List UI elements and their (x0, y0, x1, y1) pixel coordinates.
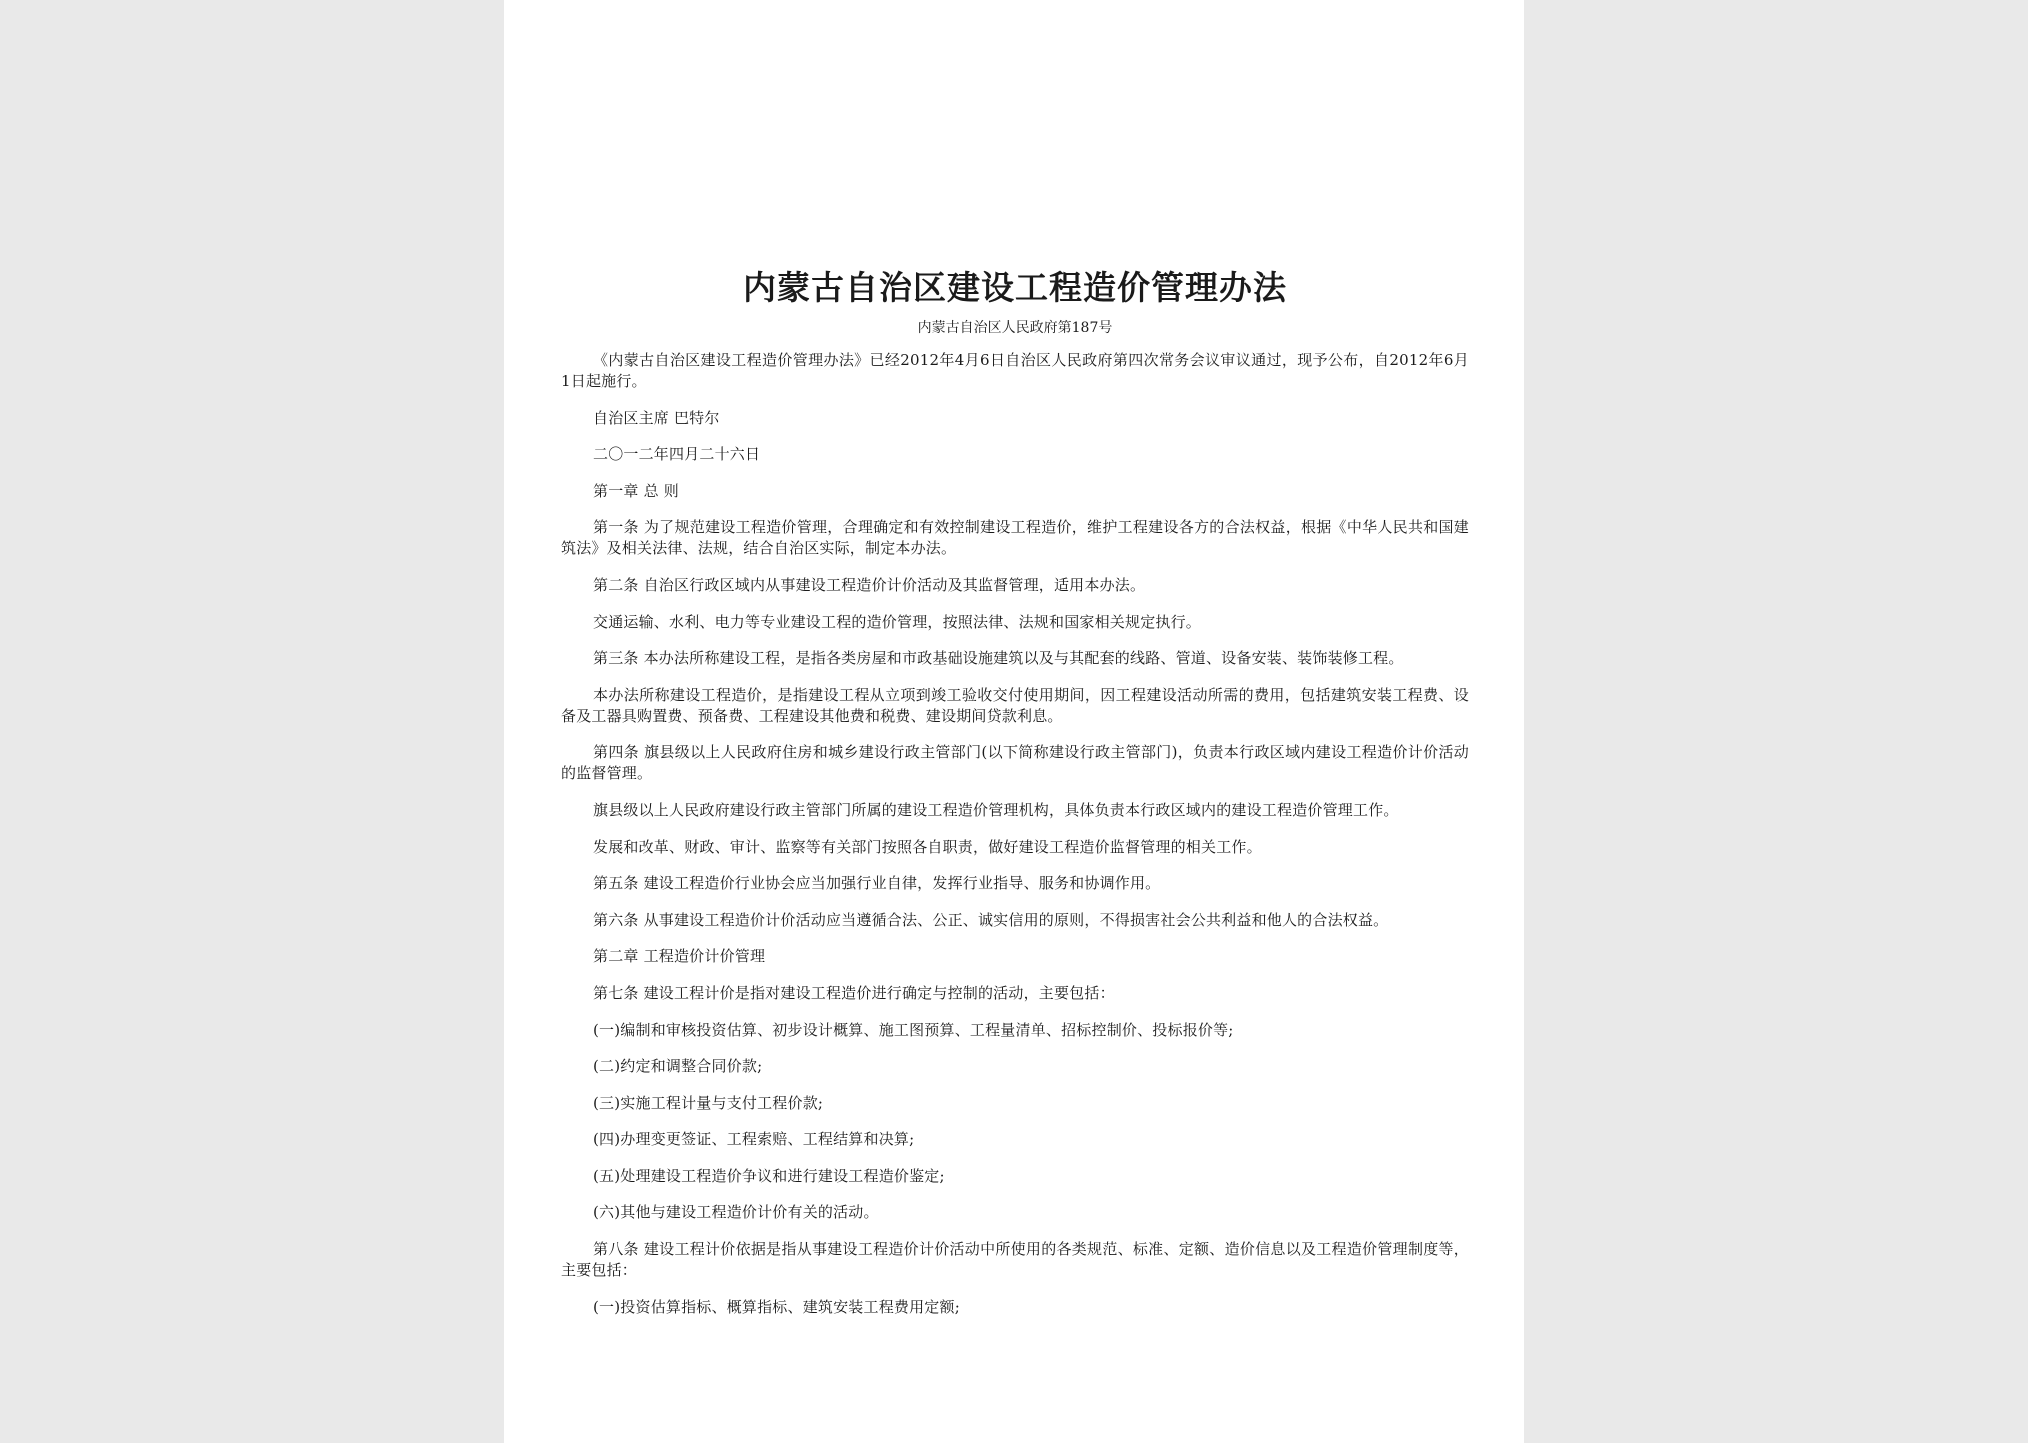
paragraph: 《内蒙古自治区建设工程造价管理办法》已经2012年4月6日自治区人民政府第四次常务会议审议通过，现予公布，自2012年6月1日起施行。 (561, 351, 1469, 390)
list-item: (一)投资估算指标、概算指标、建筑安装工程费用定额; (593, 1297, 960, 1316)
paragraph: 本办法所称建设工程造价，是指建设工程从立项到竣工验收交付使用期间，因工程建设活动所需的费用，包括建筑安装工程费、设备及工器具购置费、预备费、工程建设其他费和税费、建设期间贷款利息。 (561, 685, 1469, 725)
list-item: (二)约定和调整合同价款; (593, 1057, 763, 1076)
article: 第六条 从事建设工程造价计价活动应当遵循合法、公正、诚实信用的原则，不得损害社会公共利益和他人的合法权益。 (593, 910, 1389, 929)
article: 第四条 旗县级以上人民政府住房和城乡建设行政主管部门(以下简称建设行政主管部门)，负责本行政区域内建设工程造价计价活动的监督管理。 (561, 743, 1469, 783)
list-item: (六)其他与建设工程造价计价有关的活动。 (593, 1203, 879, 1222)
chapter-heading: 第二章 工程造价计价管理 (593, 947, 766, 966)
paragraph: 发展和改革、财政、审计、监察等有关部门按照各自职责，做好建设工程造价监督管理的相关工作。 (593, 837, 1262, 856)
list-item: (五)处理建设工程造价争议和进行建设工程造价鉴定; (593, 1166, 945, 1185)
article: 第三条 本办法所称建设工程，是指各类房屋和市政基础设施建筑以及与其配套的线路、管道、设备安装、装饰装修工程。 (593, 649, 1404, 668)
paragraph: 旗县级以上人民政府建设行政主管部门所属的建设工程造价管理机构，具体负责本行政区域内的建设工程造价管理工作。 (593, 800, 1399, 819)
list-item: (三)实施工程计量与支付工程价款; (593, 1093, 824, 1112)
article: 第五条 建设工程造价行业协会应当加强行业自律，发挥行业指导、服务和协调作用。 (593, 874, 1161, 893)
list-item: (一)编制和审核投资估算、初步设计概算、施工图预算、工程量清单、招标控制价、投标报价等; (593, 1020, 1234, 1039)
article: 第七条 建设工程计价是指对建设工程造价进行确定与控制的活动，主要包括： (593, 983, 1115, 1002)
article: 第八条 建设工程计价依据是指从事建设工程造价计价活动中所使用的各类规范、标准、定额、造价信息以及工程造价管理制度等，主要包括： (561, 1240, 1469, 1280)
chapter-heading: 第一章 总 则 (593, 481, 679, 500)
document-title: 内蒙古自治区建设工程造价管理办法 (743, 268, 1287, 307)
document-page (504, 0, 1524, 1443)
document-subtitle: 内蒙古自治区人民政府第187号 (917, 320, 1113, 336)
page-content (561, 264, 1469, 1333)
paragraph: 交通运输、水利、电力等专业建设工程的造价管理，按照法律、法规和国家相关规定执行。 (593, 612, 1202, 631)
date-line: 二〇一二年四月二十六日 (593, 445, 761, 464)
signatory-line: 自治区主席 巴特尔 (593, 408, 720, 427)
list-item: (四)办理变更签证、工程索赔、工程结算和决算; (593, 1130, 915, 1149)
article: 第二条 自治区行政区域内从事建设工程造价计价活动及其监督管理，适用本办法。 (593, 575, 1146, 594)
article: 第一条 为了规范建设工程造价管理，合理确定和有效控制建设工程造价，维护工程建设各方的合法权益，根据《中华人民共和国建筑法》及相关法律、法规，结合自治区实际，制定本办法。 (561, 518, 1469, 558)
